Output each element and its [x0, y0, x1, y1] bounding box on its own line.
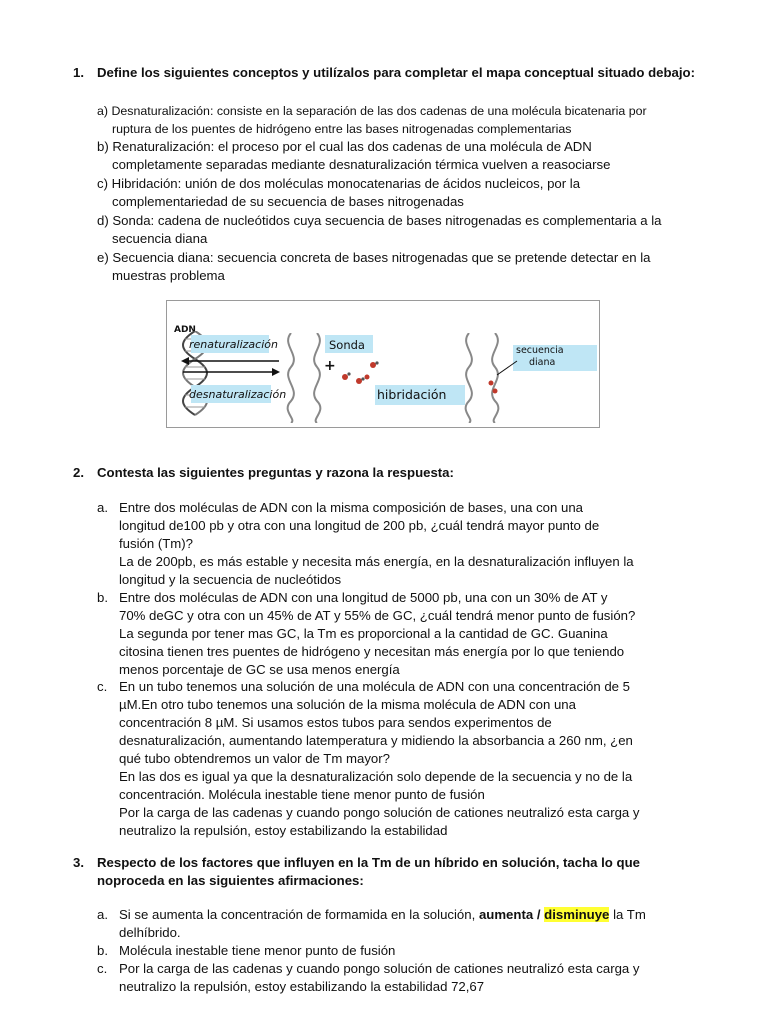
q2-item-b	[119, 589, 708, 679]
q3-item-c-line2: neutralizo la repulsión, estoy estabilizando la estabilidad 72,67	[119, 979, 485, 994]
q2-item-c-line: desnaturalización, aumentando latemperatura y midiendo la absorbancia a 260 nm, ¿en	[119, 733, 633, 748]
definition-d-line2: secuencia diana	[112, 231, 208, 246]
q3-item-c-line1: Por la carga de las cadenas y cuando pongo solución de cationes neutralizó esta carga y	[119, 961, 640, 976]
q2-item-c-answer-line: Por la carga de las cadenas y cuando pongo solución de cationes neutralizó esta carga y	[119, 805, 640, 820]
definition-e	[97, 249, 728, 285]
reversible-arrows-icon	[181, 355, 281, 379]
q3-item-a-line2: delhíbrido.	[119, 925, 181, 940]
q3-title-line2: noproceda en las siguientes afirmaciones:	[97, 873, 364, 888]
option-aumenta[interactable]: aumenta /	[478, 907, 541, 922]
definition-a-line1: a) Desnaturalización: consiste en la separación de las dos cadenas de una molécula bicatenaria por	[97, 104, 647, 118]
q2-item-c	[119, 678, 708, 840]
definition-d-line1: d) Sonda: cadena de nucleótidos cuya secuencia de bases nitrogenadas es complementaria a la	[97, 213, 662, 228]
q3-item-b	[119, 942, 708, 960]
q2-item-c-line: µM.En otro tubo tenemos una solución de la misma molécula de ADN con una	[119, 697, 576, 712]
q2-item-c-answer-line: concentración. Molécula inestable tiene menor punto de fusión	[119, 787, 485, 802]
q3-number: 3.	[73, 855, 84, 870]
q1-number: 1.	[73, 65, 84, 80]
q2-item-b-answer-line: La segunda por tener mas GC, la Tm es proporcional a la cantidad de GC. Guanina	[119, 626, 608, 641]
adn-label: ADN	[174, 325, 196, 335]
q3-title-line1: Respecto de los factores que influyen en la Tm de un híbrido en solución, tacha lo que	[97, 855, 640, 870]
q2-item-c-line: En un tubo tenemos una solución de una molécula de ADN con una concentración de 5	[119, 679, 630, 694]
definition-b	[97, 138, 728, 174]
definition-c	[97, 175, 728, 211]
q2-item-a-line: Entre dos moléculas de ADN con la misma composición de bases, una con una	[119, 500, 584, 515]
diana-label-line2: diana	[529, 357, 556, 368]
q3-item-b-letter: b.	[97, 943, 108, 958]
q1-title: Define los siguientes conceptos y utilízalos para completar el mapa conceptual situado debajo:	[97, 65, 695, 80]
concept-map-diagram	[166, 300, 600, 428]
hybrid-strand-1-image	[457, 333, 481, 423]
q2-item-a-answer-line: longitud y la secuencia de nucleótidos	[119, 572, 342, 587]
definition-d	[97, 212, 728, 248]
q2-item-c-letter: c.	[97, 679, 108, 694]
renaturalizacion-label: renaturalización	[189, 338, 278, 351]
diana-label-line1: secuencia	[516, 345, 564, 356]
q2-title: Contesta las siguientes preguntas y razona la respuesta:	[97, 465, 454, 480]
q3-item-a-post: la Tm	[609, 907, 646, 922]
definition-c-line2: complementariedad de su secuencia de bases nitrogenadas	[112, 194, 464, 209]
q2-number: 2.	[73, 465, 84, 480]
q3-item-a-text: Si se aumenta la concentración de formamida en la solución,	[119, 907, 479, 922]
option-disminuye[interactable]: disminuye	[544, 907, 610, 922]
q2-item-a-line: fusión (Tm)?	[119, 536, 194, 551]
definition-e-line1: e) Secuencia diana: secuencia concreta de bases nitrogenadas que se pretende detectar en la	[97, 250, 651, 265]
q3-title	[97, 854, 716, 890]
definition-b-line1: b) Renaturalización: el proceso por el cual las dos cadenas de una molécula de ADN	[97, 139, 592, 154]
hibridacion-label: hibridación	[377, 387, 447, 402]
plus-sign: +	[324, 358, 336, 374]
q3-item-b-line1: Molécula inestable tiene menor punto de fusión	[119, 943, 396, 958]
q2-item-a-line: longitud de100 pb y otra con una longitud de 200 pb, ¿cuál tendrá mayor punto de	[119, 518, 600, 533]
definition-c-line1: c) Hibridación: unión de dos moléculas monocatenarias de ácidos nucleicos, por la	[97, 176, 581, 191]
definition-a-line2: ruptura de los puentes de hidrógeno entre las bases nitrogenadas complementarias	[112, 122, 572, 136]
q2-item-b-answer-line: citosina tienen tres puentes de hidrógeno y necesitan más energía por lo que teniendo	[119, 644, 625, 659]
desnaturalizacion-label: desnaturalización	[189, 388, 287, 401]
definition-e-line2: muestras problema	[112, 268, 225, 283]
q2-item-b-line: Entre dos moléculas de ADN con una longitud de 5000 pb, una con un 30% de AT y	[119, 590, 608, 605]
q2-item-a-letter: a.	[97, 500, 108, 515]
q3-item-c-letter: c.	[97, 961, 108, 976]
q2-item-c-line: concentración 8 µM. Si usamos estos tubos para sendos experimentos de	[119, 715, 552, 730]
definition-a	[97, 102, 728, 138]
q2-item-c-answer-line: En las dos es igual ya que la desnaturalización solo depende de la secuencia y no de la	[119, 769, 633, 784]
q3-item-c	[119, 960, 708, 996]
q2-item-c-answer-line: neutralizo la repulsión, estoy estabilizando la estabilidad	[119, 823, 448, 838]
q2-item-b-letter: b.	[97, 590, 108, 605]
q3-item-a	[119, 906, 708, 942]
q3-item-a-letter: a.	[97, 907, 108, 922]
q2-item-b-line: 70% deGC y otra con un 45% de AT y 55% de GC, ¿cuál tendrá menor punto de fusión?	[119, 608, 636, 623]
q2-item-a	[119, 499, 708, 589]
definition-b-line2: completamente separadas mediante desnaturalización térmica vuelven a reasociarse	[112, 157, 611, 172]
sonda-label: Sonda	[329, 338, 365, 352]
single-strand-1-image	[279, 333, 303, 423]
q2-item-b-answer-line: menos porcentaje de GC se usa menos energía	[119, 662, 400, 677]
q2-item-a-answer-line: La de 200pb, es más estable y necesita más energía, en la desnaturalización influyen la	[119, 554, 634, 569]
diana-pointer-line-icon	[495, 359, 519, 379]
q2-item-c-line: qué tubo obtendremos un valor de Tm mayor?	[119, 751, 390, 766]
